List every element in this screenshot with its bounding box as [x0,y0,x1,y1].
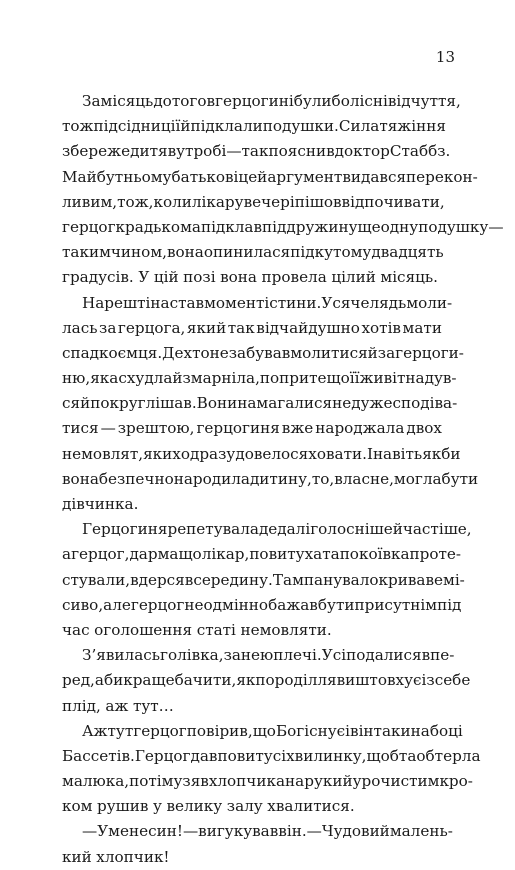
text-line: ред, аби краще бачити, як породілля виштовхує із себе [62,671,471,690]
text-line: немовлят, яких одразу довелося ховати. І навіть якби [62,444,461,463]
text-line: тися — зрештою, герцогиня вже народжала двох [62,419,442,438]
text-line: час оголошення статі немовляти. [62,620,332,639]
text-line: сиво, але герцог неодмінно бажав бути присутнім під [62,595,462,614]
text-line: ню, яка схудла й змарніла, попри те що її живіт надув- [62,369,457,388]
text-line: кий хлопчик! [62,847,170,866]
text-line: Аж тут герцог повірив, що Бог існує і він таки на боці [82,721,463,740]
page-number: 13 [435,48,455,66]
text-line: Герцогиня репетувала дедалі голосніше й частіше, [82,520,472,539]
text-line: ком рушив у велику залу хвалитися. [62,797,355,816]
text-line: лась за герцога, який так відчайдушно хотів мати [62,318,442,337]
text-line: збереже дитя в утробі — так пояснив доктор Стаббз. [62,142,451,161]
text-line: таким чином, вона опинилася під кутом у двадцять [62,243,444,262]
text-line: спадкоємця. Дехто не забував молитися й за герцоги- [62,343,464,362]
body-text [62,89,504,870]
text-line: Бассетів. Герцог дав повитусі хвилинку, щоб та обтерла [62,746,481,765]
text-line: вона безпечно народила дитину, то, власне, могла бути [62,469,479,488]
text-line: градусів. У цій позі вона провела цілий місяць. [62,268,439,287]
text-line: За місяць до того в герцогині були болісні відчуття, [82,92,461,110]
text-line: Нарешті настав момент істини. Уся челядь моли- [82,293,453,312]
text-line: а герцог, дарма що лікар, повитуха та покоївка проте- [62,545,462,564]
text-line: плід, аж тут… [62,696,174,715]
text-line: ся й покруглішав. Вони намагалися не дуже сподіва- [62,394,458,413]
text-line: ливим, тож, коли лікар увечері пішов відпочивати, [62,192,445,211]
text-line: герцог крадькома підклав під дружину ще одну подушку — [62,217,504,236]
text-line: — У мене син! — вигукував він. — Чудовий малень- [82,822,453,841]
text-line: З’явилась голівка, за нею плечі. Усі подалися впе- [82,646,455,665]
text-line: Майбутньому батькові цей аргумент видався перекон- [62,167,478,186]
text-line: дівчинка. [62,495,139,513]
text-line: стували, вдерся всередину. Там панувало криваве мі- [62,570,465,589]
text-line: тож під сідниці їй підклали подушки. Сила тяжіння [62,117,446,136]
text-line: малюка, потім узяв хлопчика на руки й урочистим кро- [62,772,473,791]
